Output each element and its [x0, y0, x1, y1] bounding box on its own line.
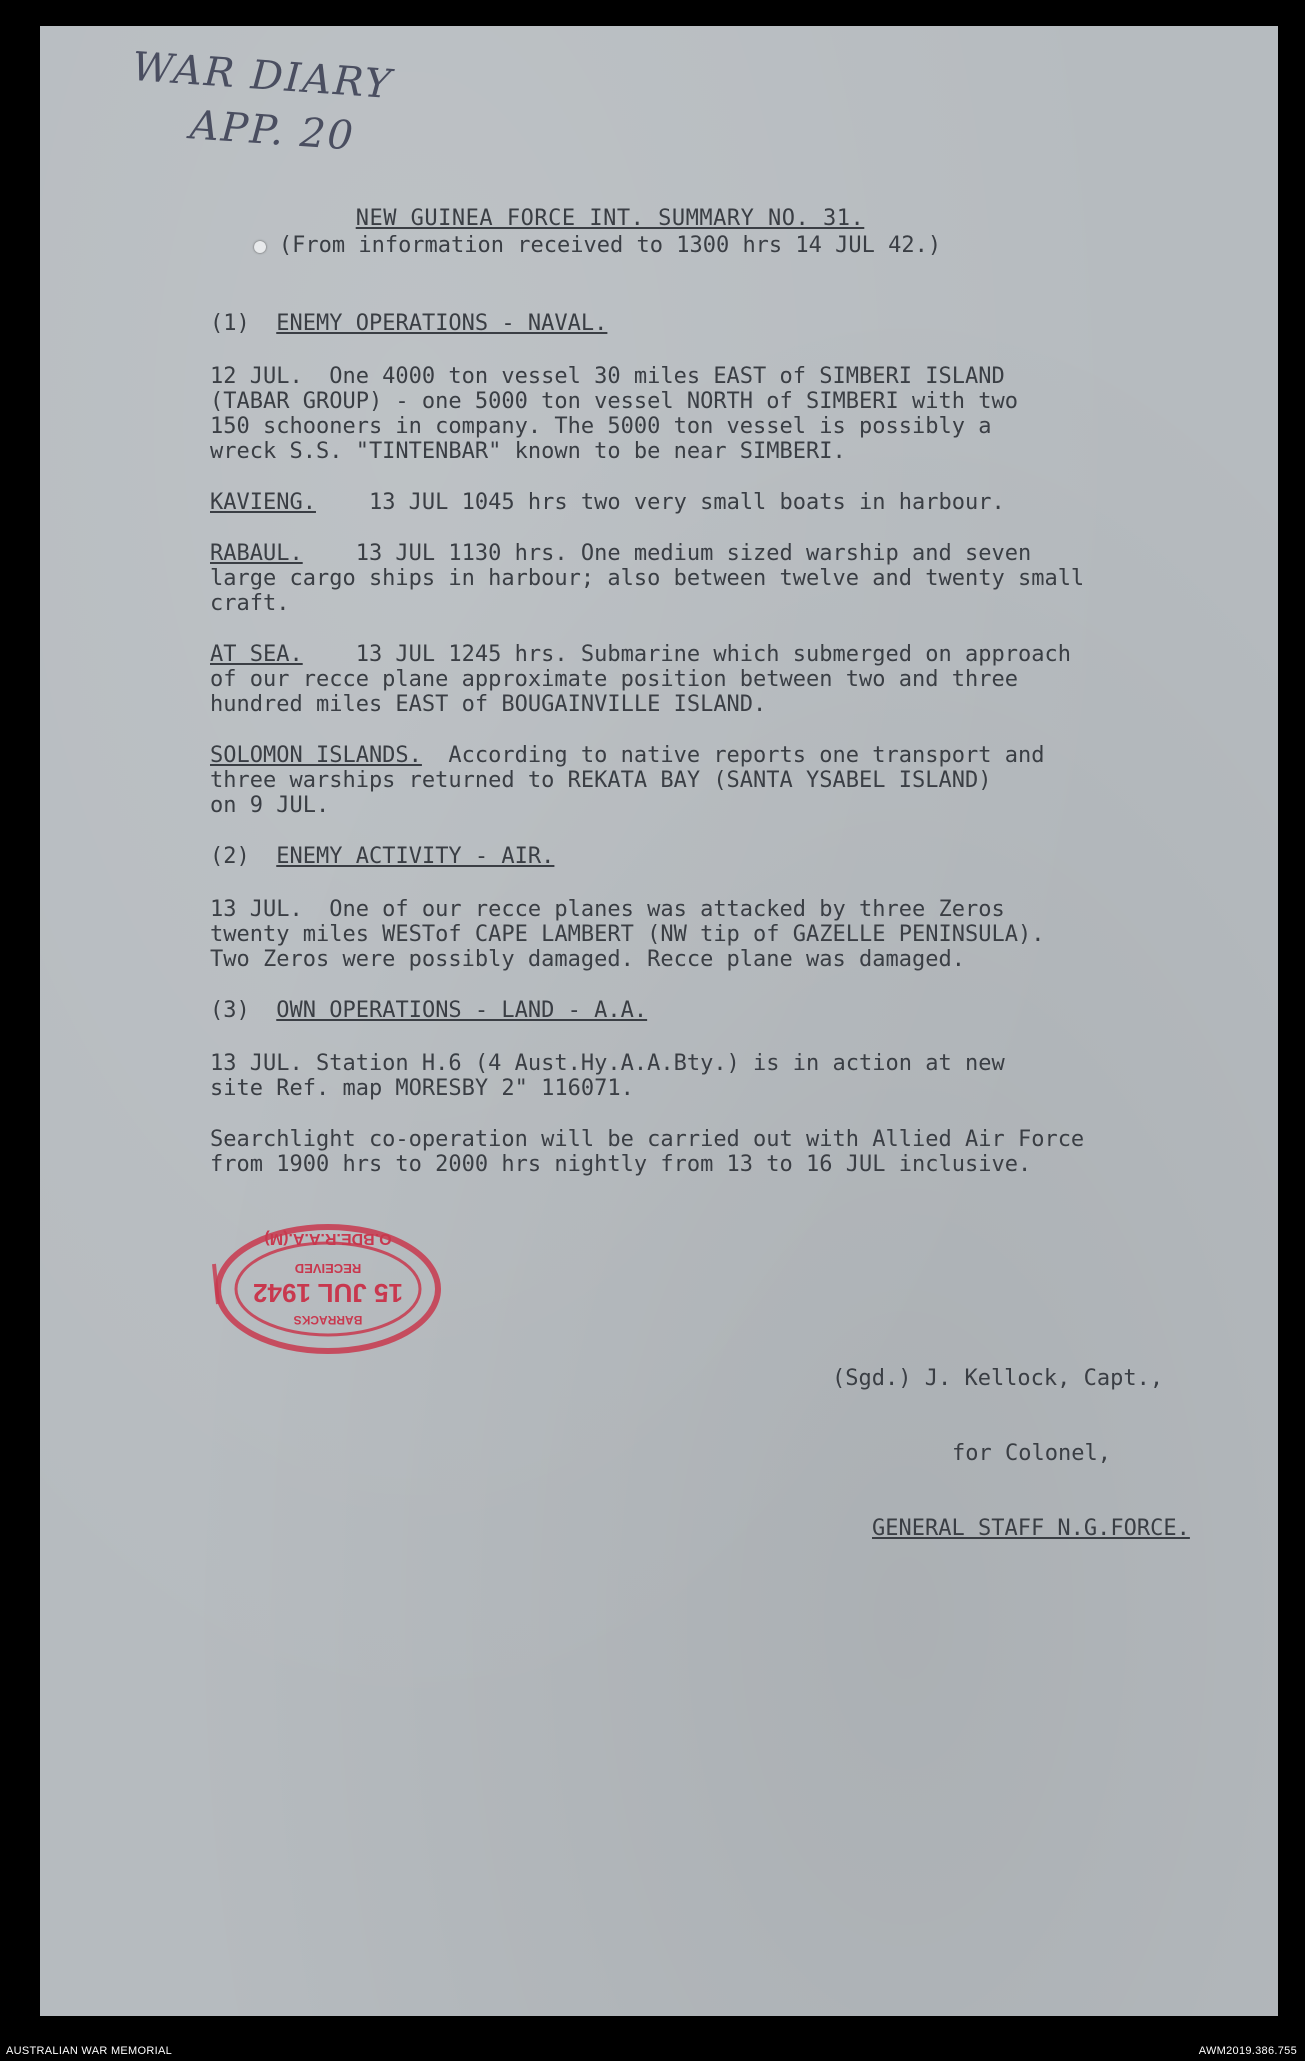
stamp-word: RECEIVED	[294, 1261, 362, 1276]
signature-block	[832, 1316, 1190, 1591]
signature-line2: for Colonel,	[952, 1441, 1111, 1466]
paragraph-line: from 1900 hrs to 2000 hrs nightly from 13 to 16 JUL inclusive.	[210, 1152, 1032, 1177]
footer-institution: AUSTRALIAN WAR MEMORIAL	[6, 2045, 173, 2057]
paragraph-line	[210, 541, 1250, 566]
signature-line3: GENERAL STAFF N.G.FORCE.	[872, 1516, 1190, 1541]
paragraph-line: large cargo ships in harbour; also between twelve and twenty small	[210, 566, 1085, 591]
section-title: ENEMY ACTIVITY - AIR.	[276, 844, 555, 869]
stamp-date: 15 JUL 1942	[253, 1278, 403, 1308]
paragraph-line: hundred miles EAST of BOUGAINVILLE ISLAND.	[210, 692, 767, 717]
section-heading	[210, 844, 1250, 869]
paragraph-line: 13 JUL. One of our recce planes was attacked by three Zeros	[210, 897, 1005, 922]
paragraph-text: According to native reports one transport and	[421, 743, 1045, 768]
paragraph	[210, 642, 1250, 717]
document-body	[210, 311, 1250, 1203]
paragraph-line: twenty miles WESTof CAPE LAMBERT (NW tip of GAZELLE PENINSULA).	[210, 922, 1045, 947]
stamp-bottom-text: O.BDE.R.A.A.(M)	[264, 1230, 392, 1247]
paragraph-line: 12 JUL. One 4000 ton vessel 30 miles EAST of SIMBERI ISLAND	[210, 364, 1005, 389]
paragraph-label: SOLOMON ISLANDS.	[210, 743, 422, 768]
paragraph-line: three warships returned to REKATA BAY (SANTA YSABEL ISLAND)	[210, 768, 992, 793]
footer-accession-number: AWM2019.386.755	[1198, 2045, 1297, 2057]
paragraph-line: of our recce plane approximate position between two and three	[210, 667, 1018, 692]
paragraph-line: craft.	[210, 591, 290, 616]
paragraph-label: AT SEA.	[210, 642, 303, 667]
paragraph	[210, 1127, 1250, 1177]
paragraph	[210, 490, 1250, 515]
paragraph-text: 13 JUL 1045 hrs two very small boats in harbour.	[315, 490, 1005, 515]
section-number: (1)	[210, 311, 250, 336]
signature-line1: (Sgd.) J. Kellock, Capt.,	[832, 1366, 1164, 1391]
document-page	[40, 26, 1278, 2016]
document-subtitle: (From information received to 1300 hrs 14 JUL 42.)	[278, 233, 942, 258]
paragraph-label: KAVIENG.	[210, 490, 316, 515]
section-number: (2)	[210, 844, 250, 869]
paragraph-line: (TABAR GROUP) - one 5000 ton vessel NORTH of SIMBERI with two	[210, 389, 1018, 414]
stamp-top-text: BARRACKS	[293, 1313, 363, 1327]
section-heading	[210, 311, 1250, 336]
section-number: (3)	[210, 998, 250, 1023]
handwritten-note-line2: APP. 20	[188, 102, 357, 160]
paragraph-line: Two Zeros were possibly damaged. Recce plane was damaged.	[210, 947, 965, 972]
paragraph-line	[210, 642, 1250, 667]
paragraph-line: Searchlight co-operation will be carried out with Allied Air Force	[210, 1127, 1085, 1152]
paragraph	[210, 897, 1250, 972]
title-block	[220, 206, 1000, 258]
paragraph-line	[210, 743, 1250, 768]
paragraph-label: RABAUL.	[210, 541, 303, 566]
paragraph-line: on 9 JUL.	[210, 793, 330, 818]
received-stamp	[200, 1214, 450, 1364]
paragraph	[210, 743, 1250, 818]
handwritten-note-line1: WAR DIARY	[130, 43, 395, 109]
paragraph	[210, 541, 1250, 616]
paragraph-line: 13 JUL. Station H.6 (4 Aust.Hy.A.A.Bty.) is in action at new	[210, 1051, 1005, 1076]
paragraph-line: site Ref. map MORESBY 2" 116071.	[210, 1076, 634, 1101]
paragraph-line: 150 schooners in company. The 5000 ton vessel is possibly a	[210, 414, 992, 439]
paragraph	[210, 364, 1250, 464]
paragraph-line	[210, 490, 1250, 515]
document-title: NEW GUINEA FORCE INT. SUMMARY NO. 31.	[355, 206, 865, 231]
paragraph-text: 13 JUL 1245 hrs. Submarine which submerged on approach	[302, 642, 1071, 667]
section-title: ENEMY OPERATIONS - NAVAL.	[276, 311, 608, 336]
paragraph-text: 13 JUL 1130 hrs. One medium sized warship and seven	[302, 541, 1032, 566]
section-title: OWN OPERATIONS - LAND - A.A.	[276, 998, 648, 1023]
paragraph-line: wreck S.S. "TINTENBAR" known to be near SIMBERI.	[210, 439, 846, 464]
section-heading	[210, 998, 1250, 1023]
paragraph	[210, 1051, 1250, 1101]
